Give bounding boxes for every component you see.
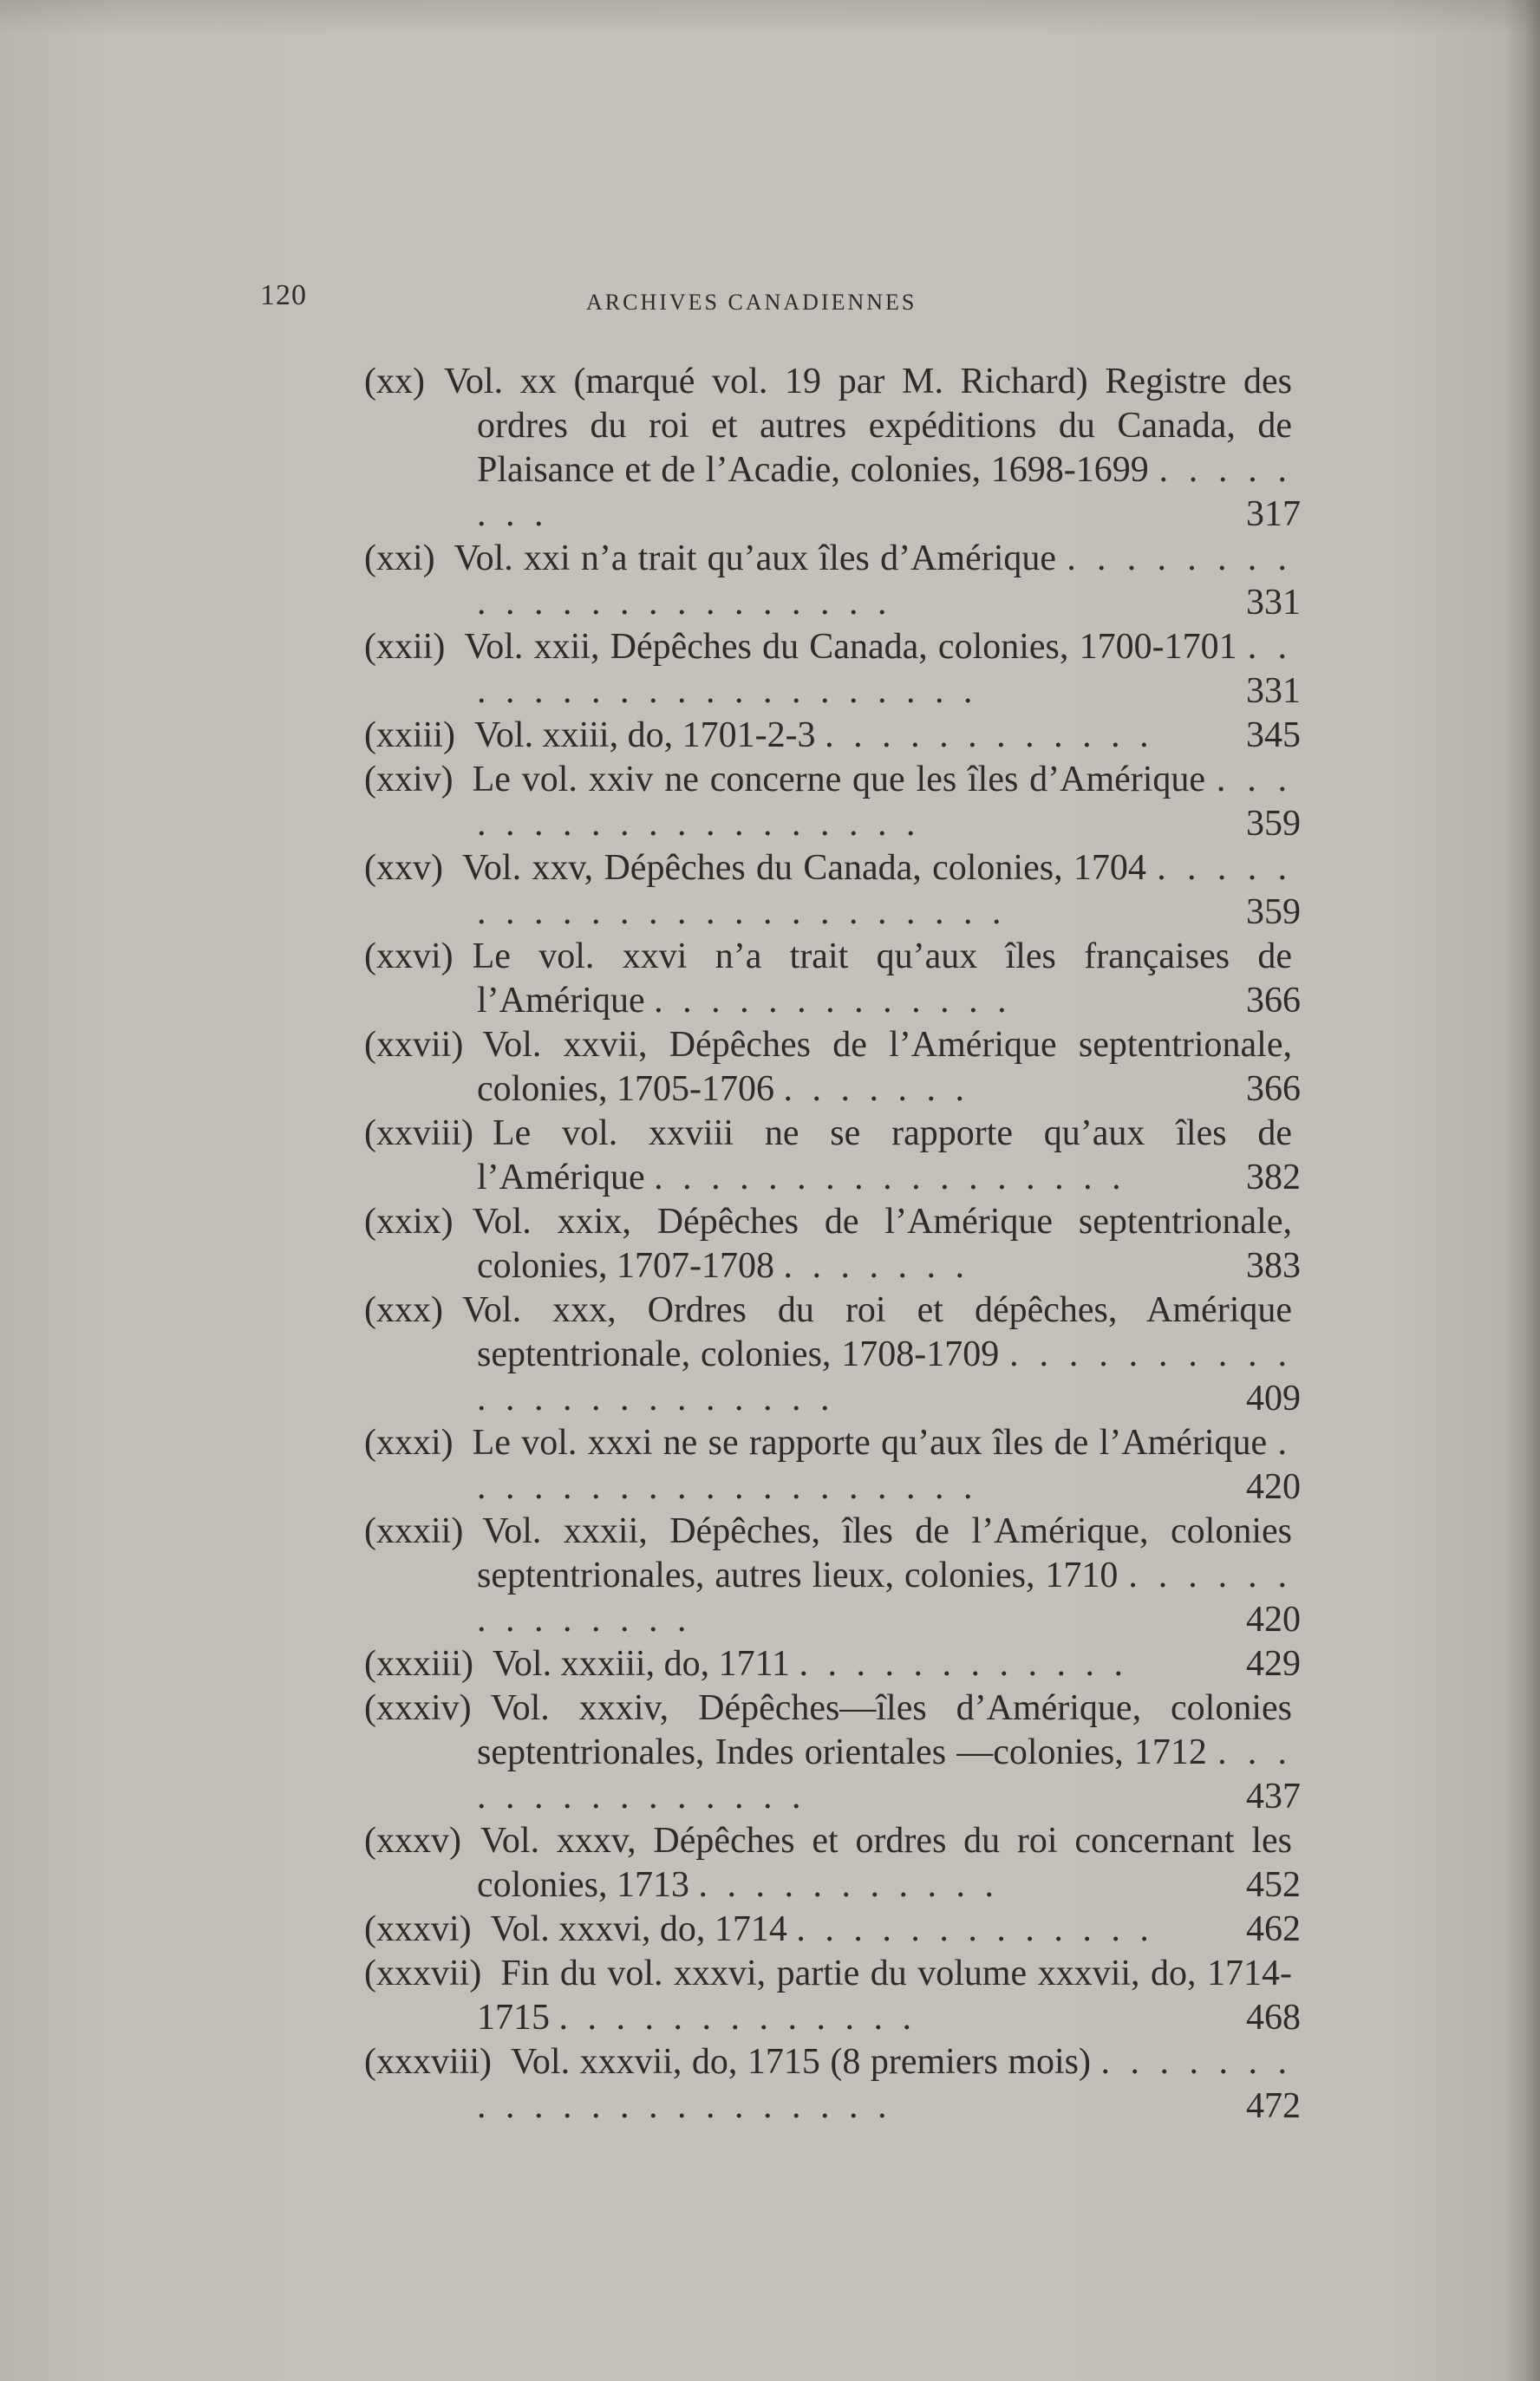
toc-leader-dots: . . . . . . . . . . . . . — [796, 1909, 1154, 1949]
toc-entry-title: Vol. xxxvii, do, 1715 (8 premiers mois) — [510, 2042, 1091, 2082]
toc-entry-text — [364, 1510, 1292, 1642]
toc-entry-number: (xx) — [364, 362, 425, 401]
toc-entry — [364, 1819, 1301, 1908]
toc-entry-text — [364, 1421, 1292, 1510]
toc-entry-text — [364, 1819, 1292, 1908]
toc-page-number: 317 — [1246, 494, 1301, 534]
toc-leader-dots: . . . . . . . . . . . . — [799, 1644, 1129, 1684]
toc-page-number: 429 — [1246, 1644, 1301, 1684]
toc-page-number: 331 — [1246, 583, 1301, 623]
toc-entry-text — [364, 625, 1292, 714]
toc-entry-number: (xxiv) — [364, 760, 454, 799]
toc-entry-title: Fin du vol. xxxvi, partie du volume xxxvii, do, 1714-1715 — [477, 1954, 1292, 2038]
toc-entry-text — [364, 1288, 1292, 1421]
toc-entry — [364, 1952, 1301, 2040]
toc-entry-text — [364, 758, 1292, 846]
toc-entry-title: Vol. xxxiii, do, 1711 — [492, 1644, 791, 1684]
toc-page-number: 345 — [1246, 715, 1301, 755]
toc-page-number: 462 — [1246, 1909, 1301, 1949]
toc-entry-title: Le vol. xxvi n’a trait qu’aux îles françaises de l’Amérique — [472, 936, 1292, 1021]
toc-page-number: 409 — [1246, 1379, 1301, 1419]
toc-leader-dots: . . . . . . . . . . . . . . . . . . . — [477, 1423, 1292, 1507]
toc-entry-number: (xxxi) — [364, 1423, 454, 1463]
toc-entry-title: Vol. xxix, Dépêches de l’Amérique septentrionale, colonies, 1707-1708 — [472, 1202, 1292, 1286]
toc-entry-text — [364, 846, 1292, 935]
toc-entry-title: Vol. xxv, Dépêches du Canada, colonies, 1704 — [461, 848, 1146, 888]
toc-entry-text — [364, 360, 1292, 537]
toc-page-number: 452 — [1246, 1865, 1301, 1905]
toc-leader-dots: . . . . . . . — [783, 1069, 969, 1109]
toc-entry — [364, 714, 1301, 758]
toc-entry-number: (xxxiv) — [364, 1688, 472, 1728]
toc-entry-number: (xxvii) — [364, 1025, 464, 1065]
toc-page-number: 366 — [1246, 981, 1301, 1021]
toc-page-number: 359 — [1246, 804, 1301, 844]
toc-entry — [364, 1686, 1301, 1819]
toc-entry-title: Vol. xxiii, do, 1701-2-3 — [473, 715, 816, 755]
toc-entry-text — [364, 714, 1292, 758]
toc-page-number: 472 — [1246, 2086, 1301, 2126]
toc-leader-dots: . . . . . . . . . . . . . — [558, 1998, 917, 2038]
toc-page-number: 437 — [1246, 1777, 1301, 1817]
toc-entry-number: (xxv) — [364, 848, 443, 888]
toc-leader-dots: . . . . . . . . . . . . — [825, 715, 1154, 755]
toc-entry-number: (xxxviii) — [364, 2042, 492, 2082]
toc-entry-title: Vol. xx (marqué vol. 19 par M. Richard) Registre des ordres du roi et autres expéditions du Canada, de Plaisance et de l’Acadie, colonies, 1698-1699 — [443, 362, 1292, 490]
table-of-contents — [364, 360, 1301, 2129]
toc-entry — [364, 935, 1301, 1023]
page-number: 120 — [260, 279, 307, 311]
toc-leader-dots: . . . . . . . . . . . . . . . . . . . — [477, 760, 1293, 844]
toc-entry-text — [364, 1200, 1292, 1288]
toc-entry — [364, 846, 1301, 935]
toc-page-number: 420 — [1246, 1467, 1301, 1507]
toc-entry — [364, 758, 1301, 846]
toc-entry-text — [364, 2040, 1292, 2129]
toc-entry — [364, 1288, 1301, 1421]
toc-entry-title: Vol. xxxvi, do, 1714 — [490, 1909, 787, 1949]
toc-entry — [364, 1023, 1301, 1112]
toc-leader-dots: . . . . . . . . . . . . . . — [477, 1556, 1293, 1640]
toc-leader-dots: . . . . . . . . . . . . . . . . . . . . . . . . — [477, 848, 1293, 932]
toc-leader-dots: . . . . . . . — [783, 1246, 969, 1286]
toc-entry — [364, 360, 1301, 537]
toc-page-number: 382 — [1246, 1158, 1301, 1197]
toc-entry — [364, 1510, 1301, 1642]
toc-entry — [364, 1908, 1301, 1952]
toc-entry — [364, 1112, 1301, 1200]
toc-entry-number: (xxxvi) — [364, 1909, 472, 1949]
toc-entry-number: (xxii) — [364, 627, 446, 667]
page-header — [260, 279, 1006, 323]
toc-entry-text — [364, 1908, 1292, 1952]
toc-entry-text — [364, 1023, 1292, 1112]
toc-entry-number: (xxvi) — [364, 936, 454, 976]
toc-leader-dots: . . . . . . . . . . . . . . . . . . . . . . . — [477, 538, 1293, 623]
toc-entry — [364, 2040, 1301, 2129]
toc-entry-text — [364, 1112, 1292, 1200]
toc-entry — [364, 1200, 1301, 1288]
toc-entry-title: Vol. xxxiv, Dépêches—îles d’Amérique, colonies septentrionales, Indes orientales —colonies, 1712 — [477, 1688, 1292, 1772]
running-title: ARCHIVES CANADIENNES — [586, 290, 917, 315]
toc-page-number: 331 — [1246, 671, 1301, 711]
toc-leader-dots: . . . . . . . . . . . . . . . . . . . . — [477, 627, 1292, 711]
toc-entry-title: Le vol. xxiv ne concerne que les îles d’Amérique — [472, 760, 1206, 799]
toc-entry-title: Le vol. xxxi ne se rapporte qu’aux îles de l’Amérique — [472, 1423, 1268, 1463]
toc-leader-dots: . . . . . . . . . . . . . . . — [477, 1732, 1293, 1817]
toc-leader-dots: . . . . . . . . . . . — [698, 1865, 999, 1905]
toc-entry-title: Vol. xxvii, Dépêches de l’Amérique septentrionale, colonies, 1705-1706 — [477, 1025, 1292, 1109]
toc-entry-title: Vol. xxxii, Dépêches, îles de l’Amérique, colonies septentrionales, autres lieux, colonies, 1710 — [477, 1511, 1292, 1595]
toc-entry-number: (xxxii) — [364, 1511, 464, 1551]
toc-leader-dots: . . . . . . . . . . . . . . . . . — [654, 1158, 1126, 1197]
toc-entry-text — [364, 537, 1292, 625]
toc-entry-title: Vol. xxx, Ordres du roi et dépêches, Amérique septentrionale, colonies, 1708-1709 — [461, 1290, 1292, 1374]
toc-entry-text — [364, 1642, 1292, 1686]
toc-page-number: 420 — [1246, 1600, 1301, 1640]
toc-entry-number: (xxxv) — [364, 1821, 461, 1861]
toc-page-number: 468 — [1246, 1998, 1301, 2038]
toc-leader-dots: . . . . . . . . . . . . . — [654, 981, 1012, 1021]
toc-entry-number: (xxx) — [364, 1290, 443, 1330]
toc-entry-text — [364, 1686, 1292, 1819]
toc-entry-title: Vol. xxi n’a trait qu’aux îles d’Amérique — [454, 538, 1057, 578]
toc-entry-title: Vol. xxii, Dépêches du Canada, colonies, 1700-1701 — [464, 627, 1237, 667]
toc-entry-number: (xxxvii) — [364, 1954, 482, 1993]
toc-entry-number: (xxiii) — [364, 715, 455, 755]
toc-entry-title: Le vol. xxviii ne se rapporte qu’aux îles de l’Amérique — [477, 1113, 1292, 1197]
toc-leader-dots: . . . . . . . . . . . . . . . . . . . . . . — [477, 2042, 1292, 2126]
toc-entry-number: (xxix) — [364, 1202, 454, 1242]
toc-entry-number: (xxxiii) — [364, 1644, 473, 1684]
toc-entry-number: (xxviii) — [364, 1113, 473, 1153]
toc-entry-title: Vol. xxxv, Dépêches et ordres du roi concernant les colonies, 1713 — [477, 1821, 1292, 1905]
toc-leader-dots: . . . . . . . . — [477, 450, 1293, 534]
toc-entry — [364, 625, 1301, 714]
toc-page-number: 366 — [1246, 1069, 1301, 1109]
toc-entry-text — [364, 1952, 1292, 2040]
toc-entry — [364, 1642, 1301, 1686]
toc-entry-text — [364, 935, 1292, 1023]
toc-entry — [364, 537, 1301, 625]
toc-page-number: 359 — [1246, 892, 1301, 932]
toc-page-number: 383 — [1246, 1246, 1301, 1286]
toc-entry — [364, 1421, 1301, 1510]
toc-entry-number: (xxi) — [364, 538, 435, 578]
toc-leader-dots: . . . . . . . . . . . . . . . . . . . . . . . — [477, 1334, 1293, 1419]
